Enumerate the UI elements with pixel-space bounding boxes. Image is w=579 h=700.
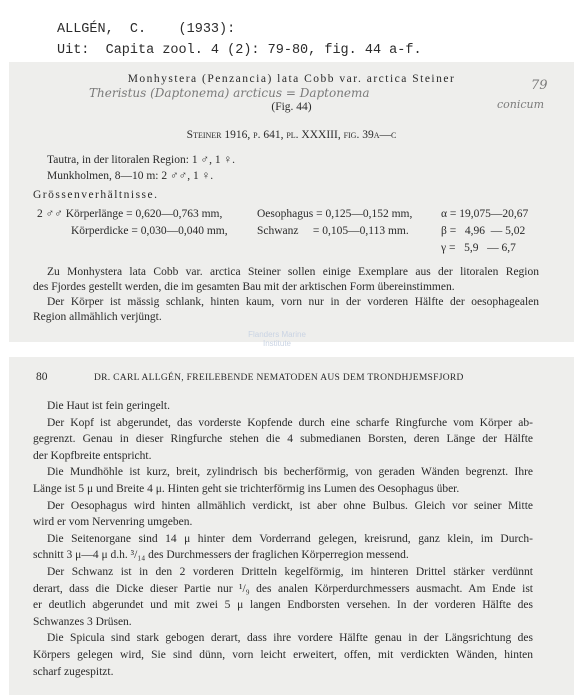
- paragraph-2-line-2: Region allmählich verjüngt.: [33, 311, 162, 323]
- literature-reference: Steiner 1916, p. 641, pl. XXXIII, fig. 39a—c: [186, 129, 397, 141]
- body-line: Der Oesophagus wird hinten allmählich verdickt, ist aber ohne Bulbus. Gleich vor seiner Mitte: [47, 499, 533, 512]
- running-head: DR. CARL ALLGÉN, FREILEBENDE NEMATODEN AUS DEM TRONDHJEMSFJORD: [94, 373, 464, 383]
- body-line: derart, dass die Dicke dieser Partie nur ¹/₉ des analen Körperdurchmessers ausmacht. Am Ende ist: [33, 582, 533, 595]
- figure-reference: (Fig. 44): [271, 101, 312, 113]
- handwritten-synonym: Theristus (Daptonema) arcticus = Daptonema: [89, 86, 370, 100]
- body-line: Der Schwanz ist in den 2 vorderen Dritteln kegelförmig, im hinteren Drittel stärker verdünnt: [47, 566, 533, 578]
- locality-1: Tautra, in der litoralen Region: 1 ♂, 1 ♀.: [47, 154, 235, 166]
- body-line: Länge ist 5 μ und Breite 4 μ. Hinten geht sie trichterförmig ins Lumen des Oesophagus über.: [33, 483, 460, 495]
- paragraph-1-line-1: Zu Monhystera lata Cobb var. arctica Steiner sollen einige Exemplare aus der litoralen Region: [47, 266, 539, 278]
- body-line: Die Haut ist fein geringelt.: [47, 400, 170, 412]
- measurement-r3c3: γ = 5,9 — 6,7: [441, 242, 516, 254]
- measurement-r1c2: Oesophagus = 0,125—0,152 mm,: [257, 208, 413, 220]
- handwritten-page-number: 79: [531, 78, 548, 93]
- body-line: Schwanzes 3 Drüsen.: [33, 615, 132, 628]
- measurement-r2c2: Schwanz = 0,105—0,113 mm.: [257, 225, 409, 237]
- body-line: wird er vom Nervenring umgeben.: [33, 516, 193, 529]
- body-line: scharf zugespitzt.: [33, 665, 114, 678]
- body-line: er deutlich abgerundet und mit zwei 5 μ langen Endborsten versehen. In der vorderen Hälfte des: [33, 599, 533, 612]
- body-line: gegrenzt. Genau in dieser Ringfurche stehen die 4 submedianen Borsten, deren Länge der Hälfte: [33, 433, 533, 446]
- body-line: Der Kopf ist abgerundet, das vorderste Kopfende durch eine scharfe Ringfurche vom Körper ab-: [47, 416, 533, 429]
- handwritten-synonym-2: conicum: [497, 98, 545, 111]
- paragraph-1-line-2: des Fjordes gestellt werden, die im gesamten Bau mit der arktischen Form übereinstimmen.: [33, 281, 455, 293]
- institute-stamp: Flanders Marine Institute: [248, 330, 306, 348]
- clipping-page-80: [9, 357, 574, 695]
- page-number: 80: [36, 371, 48, 383]
- body-line: schnitt 3 μ—4 μ d.h. ³/₁₄ des Durchmessers der fraglichen Körperregion messend.: [33, 549, 409, 562]
- measurement-r1c1: 2 ♂♂ Körperlänge = 0,620—0,763 mm,: [37, 208, 223, 220]
- clipping-page-79: [9, 62, 574, 342]
- body-line: Die Seitenorgane sind 14 μ hinter dem Vorderrand gelegen, kreisrund, ganz klein, im Durch-: [47, 532, 533, 545]
- measurement-r2c1: Körperdicke = 0,030—0,040 mm,: [71, 225, 228, 237]
- body-line: der Kopfbreite entspricht.: [33, 449, 152, 462]
- measurement-r1c3: α = 19,075—20,67: [441, 208, 529, 220]
- size-heading: Grössenverhältnisse.: [33, 189, 159, 201]
- body-line: Die Spicula sind stark gebogen derart, dass ihre vordere Hälfte genau in der Längsrichtung des: [47, 632, 533, 645]
- paragraph-2-line-1: Der Körper ist mässig schlank, hinten kaum, vorn nur in der vorderen Hälfte der oesophagealen: [47, 296, 539, 308]
- locality-2: Munkholmen, 8—10 m: 2 ♂♂, 1 ♀.: [47, 170, 214, 182]
- species-title: Monhystera (Penzancia) lata Cobb var. arctica Steiner: [127, 73, 456, 85]
- body-line: Die Mundhöhle ist kurz, breit, zylindrisch bis becherförmig, von geraden Wänden begrenzt. Ihre: [47, 466, 533, 479]
- citation-source-line: Uit: Capita zool. 4 (2): 79-80, fig. 44 a-f.: [57, 43, 422, 58]
- citation-author-line: ALLGÉN, C. (1933):: [57, 22, 236, 37]
- body-line: Körpers gelegen wird, Sie sind dünn, vorn leicht erweitert, offen, mit verdickten Wänden, hinten: [33, 649, 533, 661]
- measurement-r2c3: β = 4,96 — 5,02: [441, 225, 526, 237]
